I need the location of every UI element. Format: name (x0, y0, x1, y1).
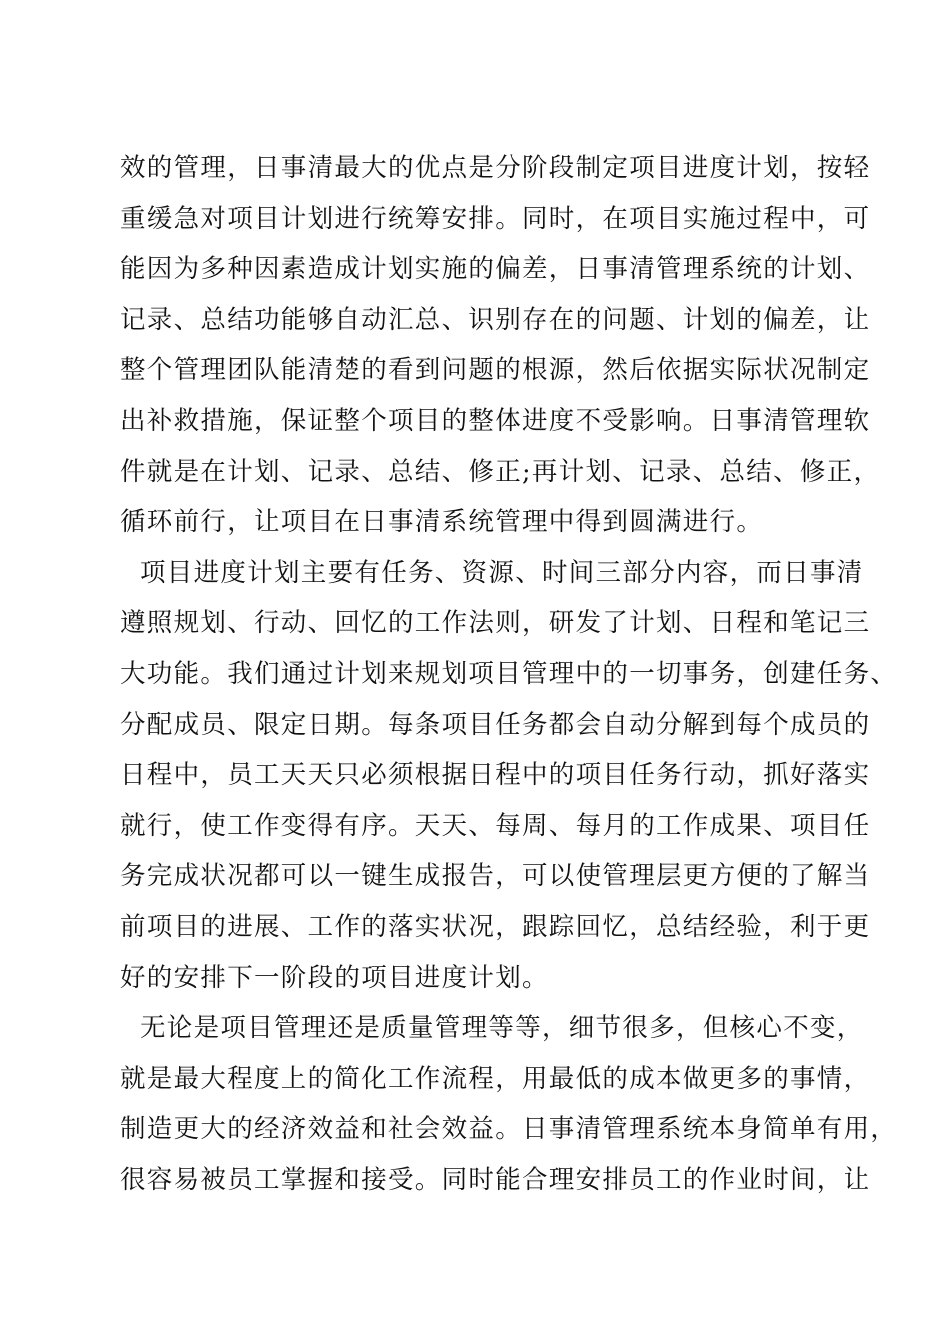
text-line: 分配成员、限定日期。每条项目任务都会自动分解到每个成员的 (120, 709, 871, 740)
text-line: 就是最大程度上的简化工作流程，用最低的成本做更多的事情， (120, 1063, 871, 1094)
text-line: 循环前行，让项目在日事清系统管理中得到圆满进行。 (120, 507, 764, 538)
text-line: 整个管理团队能清楚的看到问题的根源，然后依据实际状况制定 (120, 355, 871, 386)
text-line: 就行，使工作变得有序。天天、每周、每月的工作成果、项目任 (120, 810, 871, 841)
text-line: 件就是在计划、记录、总结、修正;再计划、记录、总结、修正， (120, 456, 881, 487)
text-line: 制造更大的经济效益和社会效益。日事清管理系统本身简单有用， (120, 1114, 898, 1145)
text-line: 出补救措施，保证整个项目的整体进度不受影响。日事清管理软 (120, 405, 871, 436)
text-line: 重缓急对项目计划进行统筹安排。同时，在项目实施过程中，可 (120, 203, 871, 234)
text-line: 能因为多种因素造成计划实施的偏差，日事清管理系统的计划、 (120, 254, 871, 285)
document-body (120, 143, 898, 1205)
text-line: 遵照规划、行动、回忆的工作法则，研发了计划、日程和笔记三 (120, 608, 871, 639)
text-line: 项目进度计划主要有任务、资源、时间三部分内容，而日事清 (140, 557, 864, 588)
text-line: 前项目的进展、工作的落实状况，跟踪回忆，总结经验，利于更 (120, 911, 871, 942)
text-line: 务完成状况都可以一键生成报告，可以使管理层更方便的了解当 (120, 861, 871, 892)
text-line: 很容易被员工掌握和接受。同时能合理安排员工的作业时间，让 (120, 1164, 871, 1195)
paragraph (120, 143, 881, 548)
text-line: 好的安排下一阶段的项目进度计划。 (120, 962, 549, 993)
paragraph (120, 548, 898, 1003)
text-line: 无论是项目管理还是质量管理等等，细节很多，但核心不变， (140, 1013, 864, 1044)
paragraph (120, 1003, 898, 1205)
text-line: 日程中，员工天天只必须根据日程中的项目任务行动，抓好落实 (120, 760, 871, 791)
text-line: 效的管理，日事清最大的优点是分阶段制定项目进度计划，按轻 (120, 153, 871, 183)
text-line: 记录、总结功能够自动汇总、识别存在的问题、计划的偏差，让 (120, 304, 871, 335)
text-line: 大功能。我们通过计划来规划项目管理中的一切事务，创建任务、 (120, 658, 898, 689)
